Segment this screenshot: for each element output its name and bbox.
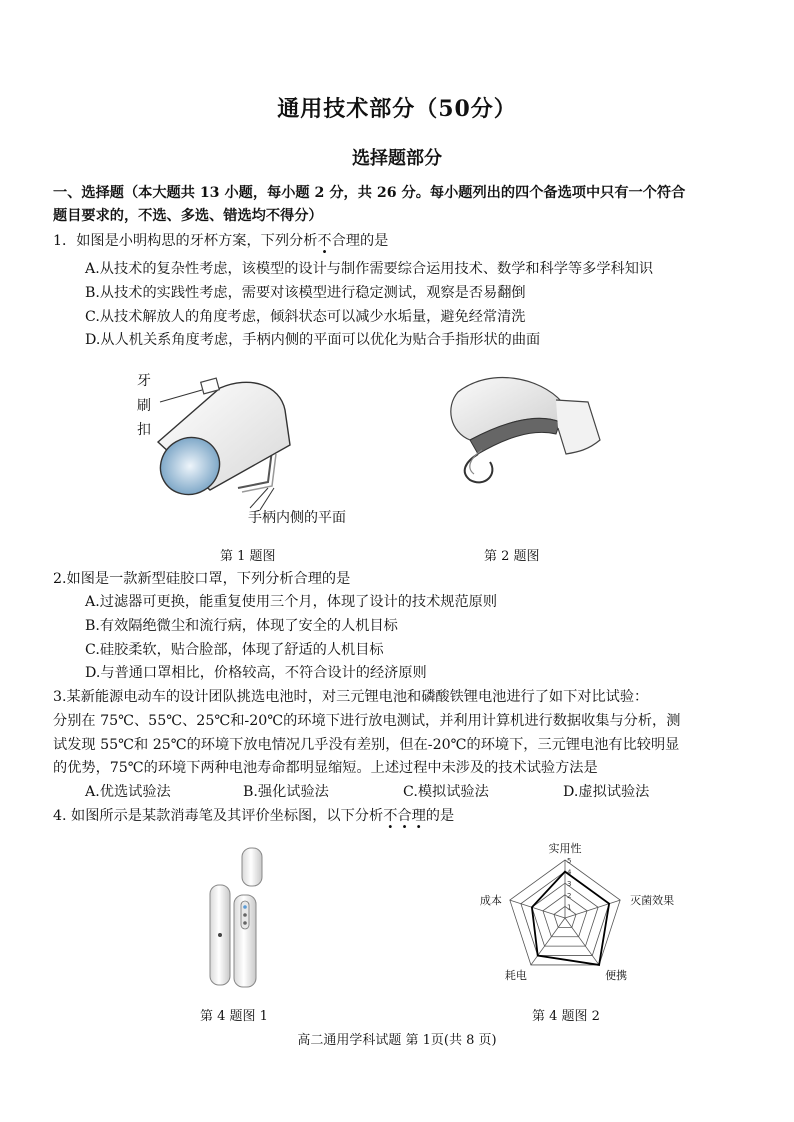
q1-option-a: A.从技术的复杂性考虑，该模型的设计与制作需要综合运用技术、数学和科学等多学科知识 [85, 261, 654, 277]
fig2-caption: 第 2 题图 [484, 549, 540, 564]
q1-stem-a: 1．如图是小明构思的牙杯方案，下列分析 [53, 233, 318, 249]
q3-option-a: A.优选试验法 [85, 784, 171, 800]
q4-stem [53, 807, 454, 825]
q1-stem [53, 232, 388, 250]
q3-line-1: 3.某新能源电动车的设计团队挑选电池时，对三元锂电池和磷酸铁锂电池进行了如下对比试验： [53, 689, 649, 705]
q1-stem-emph: 不 [317, 233, 332, 249]
q3-line-4: 的优势，75℃的环境下两种电池寿命都明显缩短。上述过程中未涉及的技术试验方法是 [53, 760, 598, 776]
silicone-mask-figure [430, 362, 610, 492]
page-title: 通用技术部分（50分） [277, 96, 517, 122]
q3-option-d: D.虚拟试验法 [563, 784, 650, 800]
fig4-1-caption: 第 4 题图 1 [200, 1009, 268, 1024]
radar-axis-label: 灭菌效果 [630, 894, 675, 908]
q1-option-d: D.从人机关系角度考虑，手柄内侧的平面可以优化为贴合手指形状的曲面 [85, 332, 541, 348]
toothbrush-cup-figure [150, 370, 370, 515]
page-footer: 高二通用学科试题 第 1页(共 8 页) [297, 1033, 497, 1048]
section-heading-line2: 题目要求的，不选、多选、错选均不得分） [53, 208, 323, 224]
radar-axis-label: 成本 [479, 894, 502, 908]
radar-tick-label: 5 [567, 857, 572, 865]
section-subtitle: 选择题部分 [352, 148, 442, 169]
radar-chart [440, 840, 690, 1000]
section-heading-line1: 一、选择题（本大题共 13 小题，每小题 2 分，共 26 分。每小题列出的四个备选项中只有一个符合 [53, 185, 686, 201]
q2-option-d: D.与普通口罩相比，价格较高，不符合设计的经济原则 [85, 665, 427, 681]
disinfection-pen-figure [198, 845, 278, 990]
radar-tick-labels [567, 857, 572, 911]
q2-stem: 2.如图是一款新型硅胶口罩，下列分析合理的是 [53, 571, 351, 587]
radar-axis-label: 便携 [605, 968, 628, 982]
q1-stem-b: 合理的是 [331, 233, 389, 249]
q1-option-c: C.从技术解放人的角度考虑，倾斜状态可以减少水垢量，避免经常清洗 [85, 309, 526, 325]
radar-tick-label: 3 [567, 880, 572, 889]
fig1-label-ya: 牙 [137, 373, 151, 389]
radar-axis-label: 耗电 [504, 968, 527, 982]
q3-option-c: C.模拟试验法 [403, 784, 489, 800]
q4-stem-emph-2: 合 [397, 808, 412, 824]
q4-stem-b: 的是 [425, 808, 455, 824]
q3-line-2: 分别在 75℃、55℃、25℃和-20℃的环境下进行放电测试，并利用计算机进行数据收集与分析，测 [53, 713, 681, 729]
radar-tick-label: 4 [567, 868, 572, 877]
radar-tick-label: 1 [567, 903, 572, 912]
fig1-caption: 第 1 题图 [220, 549, 276, 564]
q2-option-c: C.硅胶柔软，贴合脸部，体现了舒适的人机目标 [85, 642, 384, 658]
q4-stem-a: 4. 如图所示是某款消毒笔及其评价坐标图，以下分析 [53, 808, 384, 824]
fig1-label-handle: 手柄内侧的平面 [248, 510, 346, 526]
fig1-label-shua: 刷 [137, 398, 151, 414]
radar-axes [510, 860, 620, 965]
q4-stem-emph-3: 理 [411, 808, 426, 824]
fig1-label-kou: 扣 [137, 422, 151, 438]
q2-option-b: B.有效隔绝微尘和流行病，体现了安全的人机目标 [85, 618, 398, 634]
q3-option-b: B.强化试验法 [243, 784, 329, 800]
q3-line-3: 试发现 55℃和 25℃的环境下放电情况几乎没有差别，但在-20℃的环境下，三元锂电池有比较明显 [53, 737, 680, 753]
radar-axis-label: 实用性 [548, 842, 582, 855]
q2-option-a: A.过滤器可更换，能重复使用三个月，体现了设计的技术规范原则 [85, 594, 498, 610]
radar-tick-label: 2 [567, 891, 572, 900]
q1-option-b: B.从技术的实践性考虑，需要对该模型进行稳定测试，观察是否易翻倒 [85, 285, 526, 301]
fig4-2-caption: 第 4 题图 2 [532, 1009, 600, 1024]
q4-stem-emph-1: 不 [383, 808, 398, 824]
